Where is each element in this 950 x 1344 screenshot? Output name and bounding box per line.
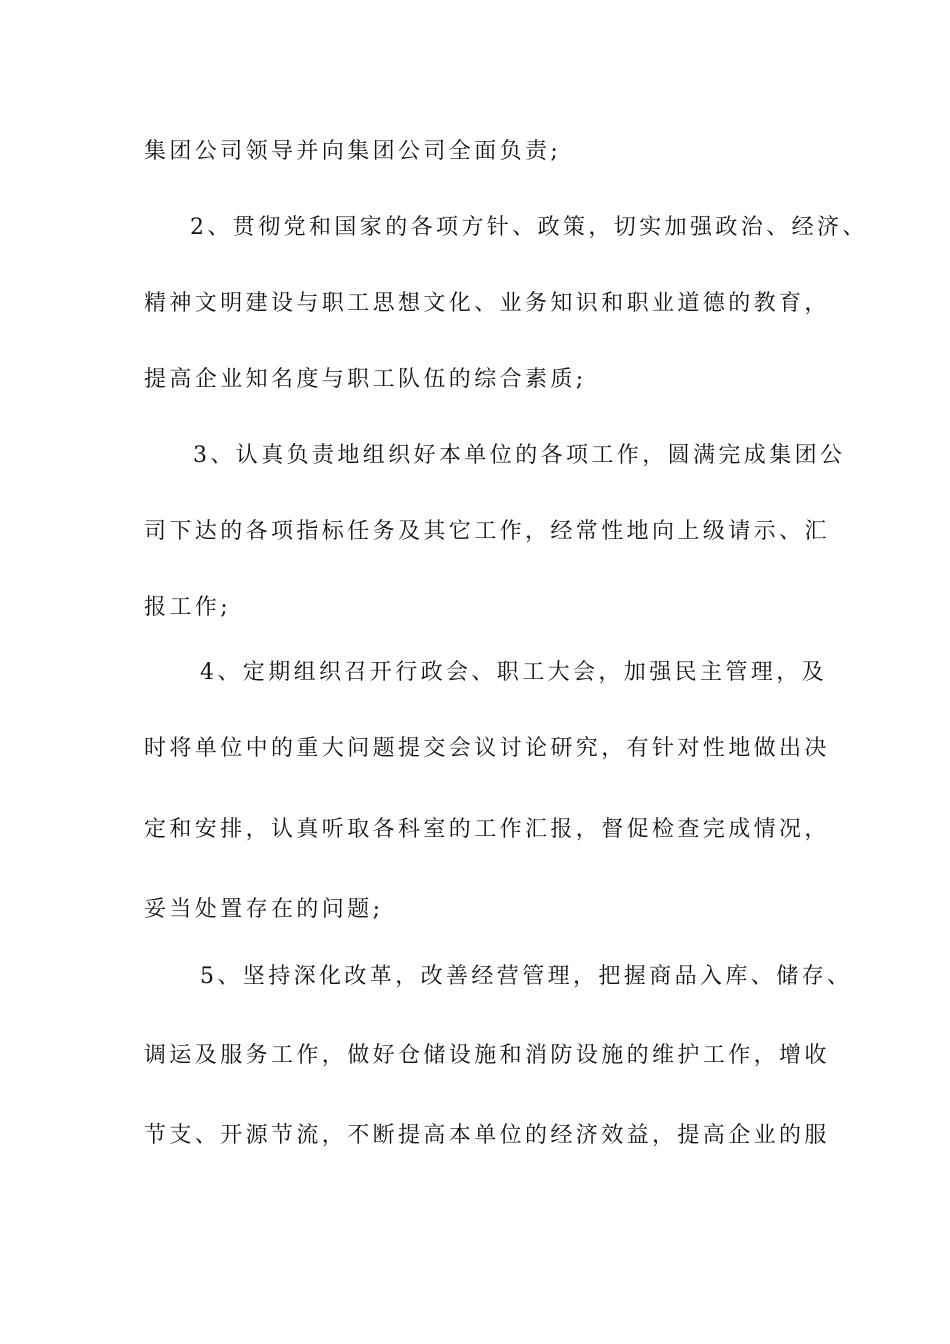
text-line: 时将单位中的重大问题提交会议讨论研究，有针对性地做出决 [144,736,830,761]
text-line: 调运及服务工作，做好仓储设施和消防设施的维护工作，增收 [144,1043,830,1068]
text-line: 报工作; [144,595,232,620]
text-line: 精神文明建设与职工思想文化、业务知识和职业道德的教育， [144,291,830,316]
text-line: 5、坚持深化改革，改善经营管理，把握商品入库、储存、 [200,964,853,989]
text-line: 2、贯彻党和国家的各项方针、政策，切实加强政治、经济、 [190,215,868,240]
text-line: 司下达的各项指标任务及其它工作，经常性地向上级请示、汇 [144,519,830,544]
text-line: 3、认真负责地组织好本单位的各项工作，圆满完成集团公 [193,443,846,468]
text-line: 集团公司领导并向集团公司全面负责; [144,139,562,164]
text-line: 妥当处置存在的问题; [144,897,384,922]
text-line: 节支、开源节流，不断提高本单位的经济效益，提高企业的服 [144,1123,830,1148]
text-line: 定和安排，认真听取各科室的工作汇报，督促检查完成情况， [144,817,830,842]
text-line: 提高企业知名度与职工队伍的综合素质; [144,367,587,392]
text-line: 4、定期组织召开行政会、职工大会，加强民主管理，及 [200,660,827,685]
